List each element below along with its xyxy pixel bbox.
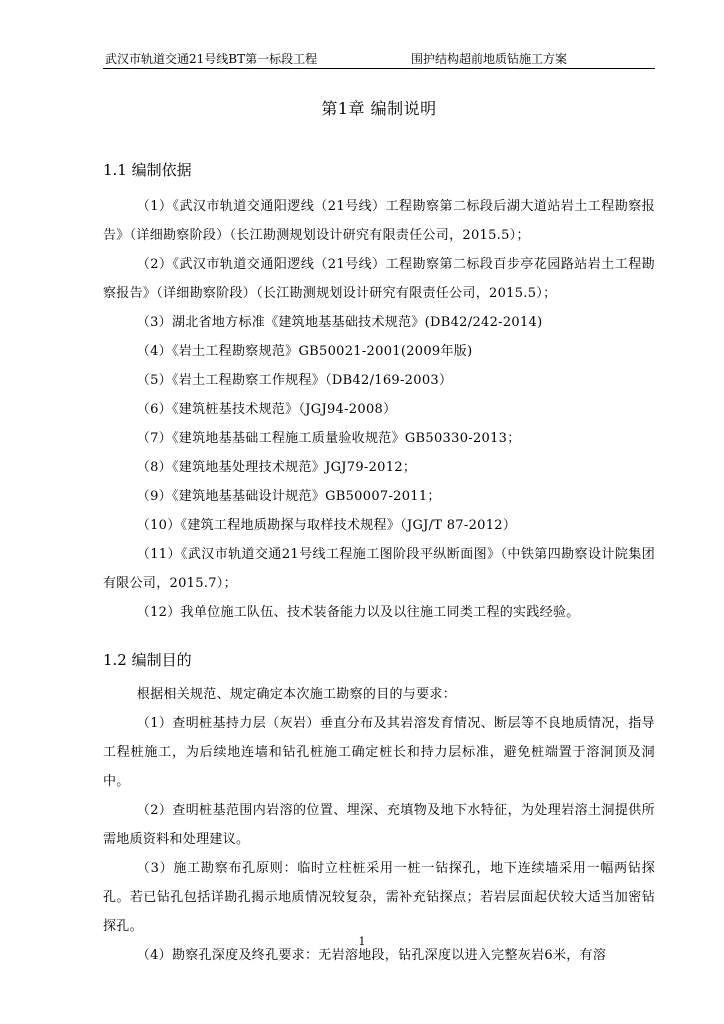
basis-item-12: （12）我单位施工队伍、技术装备能力以及以往施工同类工程的实践经验。 [136, 605, 580, 620]
basis-item-2: （2）《武汉市轨道交通阳逻线（21号线）工程勘察第二标段百步亭花园路站岩土工程勘察报告》（详细勘察阶段）（长江勘测规划设计研究有限责任公司，2015.5）； [103, 257, 655, 301]
page-header [103, 52, 655, 69]
basis-item-5: （5）《岩土工程勘察工作规程》（DB42/169-2003） [136, 373, 453, 388]
basis-item-9: （9）《建筑地基基础设计规范》GB50007-2011； [136, 489, 441, 504]
basis-item-10: （10）《建筑工程地质勘探与取样技术规程》（JGJ/T 87-2012） [136, 518, 517, 533]
purpose-item-3: （3）施工勘察布孔原则：临时立柱桩采用一桩一钻探孔，地下连续墙采用一幅两钻探孔。若已钻孔包括详勘孔揭示地质情况较复杂，需补充钻探点；若岩层面起伏较大适当加密钻探孔。 [103, 861, 655, 934]
purpose-item-4: （4）勘察孔深度及终孔要求：无岩溶地段，钻孔深度以进入完整灰岩6米，有溶 [136, 948, 607, 963]
purpose-item-1: （1）查明桩基持力层（灰岩）垂直分布及其岩溶发育情况、断层等不良地质情况，指导工程桩施工，为后续地连墙和钻孔桩施工确定桩长和持力层标准，避免桩端置于溶洞顶及洞中。 [103, 716, 655, 789]
chapter-title: 第1章 编制说明 [321, 99, 437, 118]
basis-item-3: （3）湖北省地方标准《建筑地基基础技术规范》(DB42/242-2014) [136, 315, 543, 330]
section-title-basis: 1.1 编制依据 [103, 161, 192, 179]
section-title-purpose: 1.2 编制目的 [103, 651, 192, 669]
document-body [103, 96, 655, 970]
header-document-title: 围护结构超前地质钻施工方案 [411, 52, 568, 66]
basis-item-11: （11）《武汉市轨道交通21号线工程施工图阶段平纵断面图》（中铁第四勘察设计院集团有限公司，2015.7）； [103, 547, 655, 591]
basis-item-1: （1）《武汉市轨道交通阳逻线（21号线）工程勘察第二标段后湖大道站岩土工程勘察报告》（详细勘察阶段）（长江勘测规划设计研究有限责任公司，2015.5）； [103, 199, 655, 243]
basis-item-4: （4）《岩土工程勘察规范》GB50021-2001(2009年版) [136, 344, 473, 359]
basis-item-8: （8）《建筑地基处理技术规范》JGJ79-2012； [136, 460, 417, 475]
purpose-item-2: （2）查明桩基范围内岩溶的位置、埋深、充填物及地下水特征，为处理岩溶土洞提供所需地质资料和处理建议。 [103, 803, 655, 847]
purpose-intro: 根据相关规范、规定确定本次施工勘察的目的与要求： [136, 687, 456, 702]
basis-item-6: （6）《建筑桩基技术规范》（JGJ94-2008） [136, 402, 397, 417]
page-number: 1 [358, 935, 366, 948]
header-project-name: 武汉市轨道交通21号线BT第一标段工程 [105, 52, 318, 66]
basis-item-7: （7）《建筑地基基础工程施工质量验收规范》GB50330-2013； [136, 431, 521, 446]
